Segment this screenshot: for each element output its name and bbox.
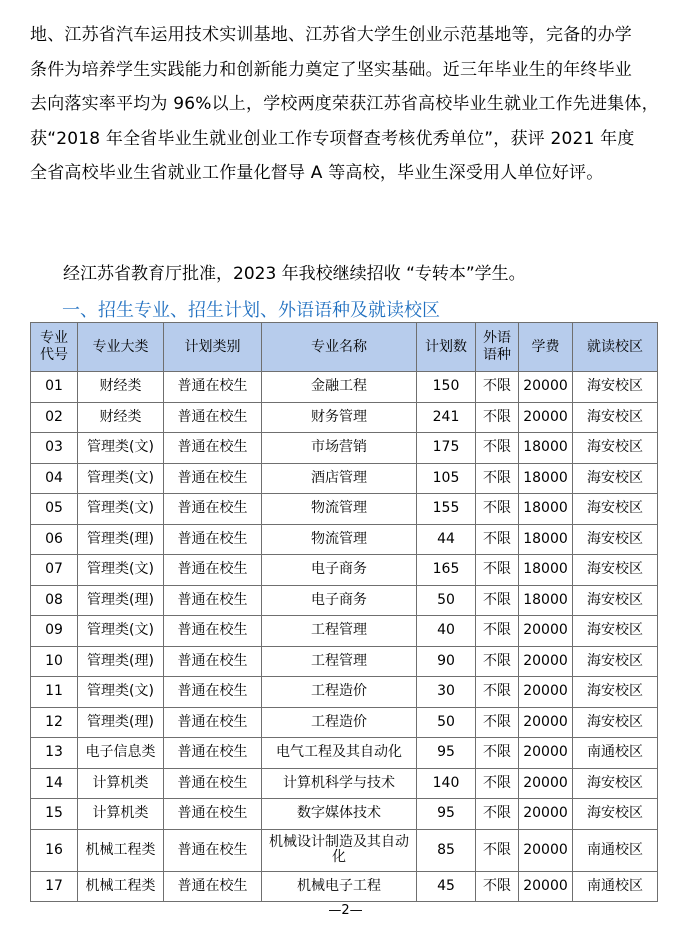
cell-major-name: 财务管理: [262, 402, 417, 433]
cell-campus: 海安校区: [573, 402, 658, 433]
table-row: [31, 585, 658, 616]
cell-campus: 海安校区: [573, 555, 658, 586]
cell-category: 管理类(理): [78, 707, 164, 738]
cell-campus: 海安校区: [573, 616, 658, 647]
cell-code: 09: [31, 616, 78, 647]
cell-plan-type: 普通在校生: [164, 799, 262, 830]
cell-language: 不限: [476, 585, 519, 616]
cell-plan-type: 普通在校生: [164, 616, 262, 647]
page-number: —2—: [328, 903, 363, 918]
cell-tuition: 20000: [519, 707, 573, 738]
cell-plan-count: 30: [417, 677, 476, 708]
table-row: [31, 738, 658, 769]
cell-tuition: 18000: [519, 585, 573, 616]
cell-plan-count: 90: [417, 646, 476, 677]
cell-category: 管理类(文): [78, 494, 164, 525]
cell-tuition: 20000: [519, 646, 573, 677]
cell-tuition: 20000: [519, 616, 573, 647]
cell-tuition: 20000: [519, 738, 573, 769]
cell-plan-type: 普通在校生: [164, 372, 262, 403]
cell-category: 管理类(理): [78, 646, 164, 677]
cell-plan-type: 普通在校生: [164, 677, 262, 708]
cell-plan-count: 155: [417, 494, 476, 525]
cell-plan-count: 140: [417, 768, 476, 799]
cell-plan-type: 普通在校生: [164, 646, 262, 677]
cell-category: 计算机类: [78, 768, 164, 799]
table-row: [31, 646, 658, 677]
header-major-category: 专业大类: [78, 323, 164, 372]
cell-category: 管理类(文): [78, 616, 164, 647]
cell-campus: 海安校区: [573, 799, 658, 830]
cell-language: 不限: [476, 433, 519, 464]
cell-category: 管理类(文): [78, 555, 164, 586]
cell-plan-count: 95: [417, 738, 476, 769]
cell-plan-type: 普通在校生: [164, 871, 262, 902]
cell-category: 计算机类: [78, 799, 164, 830]
paragraph-line: 去向落实率平均为 96%以上，学校两度荣获江苏省高校毕业生就业工作先进集体，: [30, 94, 659, 115]
cell-category: 机械工程类: [78, 871, 164, 902]
cell-campus: 海安校区: [573, 707, 658, 738]
cell-major-name: 金融工程: [262, 372, 417, 403]
cell-plan-type: 普通在校生: [164, 402, 262, 433]
cell-code: 08: [31, 585, 78, 616]
table-row: [31, 677, 658, 708]
cell-campus: 海安校区: [573, 372, 658, 403]
table-row: [31, 616, 658, 647]
cell-major-name: 物流管理: [262, 524, 417, 555]
cell-tuition: 20000: [519, 871, 573, 902]
cell-language: 不限: [476, 463, 519, 494]
cell-major-name: 物流管理: [262, 494, 417, 525]
cell-language: 不限: [476, 646, 519, 677]
table-row: [31, 799, 658, 830]
cell-category: 管理类(理): [78, 524, 164, 555]
cell-code: 13: [31, 738, 78, 769]
cell-campus: 海安校区: [573, 768, 658, 799]
cell-plan-count: 45: [417, 871, 476, 902]
header-text: 外语: [483, 330, 511, 346]
cell-code: 11: [31, 677, 78, 708]
cell-category: 财经类: [78, 372, 164, 403]
paragraph-line: 条件为培养学生实践能力和创新能力奠定了坚实基础。近三年毕业生的年终毕业: [30, 59, 632, 80]
table-header-row: [31, 323, 658, 372]
cell-campus: 海安校区: [573, 494, 658, 525]
header-major-code: [31, 323, 78, 372]
cell-campus: 海安校区: [573, 677, 658, 708]
header-tuition: 学费: [519, 323, 573, 372]
cell-major-name: 数字媒体技术: [262, 799, 417, 830]
cell-plan-type: 普通在校生: [164, 829, 262, 871]
header-campus: 就读校区: [573, 323, 658, 372]
cell-plan-count: 44: [417, 524, 476, 555]
cell-language: 不限: [476, 372, 519, 403]
table-row: [31, 555, 658, 586]
cell-campus: 海安校区: [573, 585, 658, 616]
table-row: [31, 372, 658, 403]
cell-code: 01: [31, 372, 78, 403]
cell-language: 不限: [476, 829, 519, 871]
cell-major-name: 工程造价: [262, 677, 417, 708]
cell-plan-type: 普通在校生: [164, 585, 262, 616]
cell-code: 07: [31, 555, 78, 586]
cell-major-name: 电子商务: [262, 585, 417, 616]
cell-plan-count: 165: [417, 555, 476, 586]
cell-code: 14: [31, 768, 78, 799]
header-text: 专业: [40, 330, 68, 346]
cell-plan-count: 150: [417, 372, 476, 403]
section-heading: 一、招生专业、招生计划、外语语种及就读校区: [62, 300, 440, 321]
cell-tuition: 18000: [519, 555, 573, 586]
cell-category: 机械工程类: [78, 829, 164, 871]
cell-campus: 海安校区: [573, 433, 658, 464]
cell-plan-type: 普通在校生: [164, 707, 262, 738]
cell-language: 不限: [476, 616, 519, 647]
cell-plan-type: 普通在校生: [164, 433, 262, 464]
header-plan-count: 计划数: [417, 323, 476, 372]
cell-plan-count: 95: [417, 799, 476, 830]
table-row: [31, 463, 658, 494]
cell-code: 05: [31, 494, 78, 525]
cell-tuition: 20000: [519, 799, 573, 830]
cell-language: 不限: [476, 677, 519, 708]
cell-tuition: 20000: [519, 768, 573, 799]
cell-plan-type: 普通在校生: [164, 768, 262, 799]
cell-code: 10: [31, 646, 78, 677]
cell-campus: 南通校区: [573, 871, 658, 902]
cell-language: 不限: [476, 524, 519, 555]
cell-code: 17: [31, 871, 78, 902]
table-row: [31, 871, 658, 902]
table-row: [31, 494, 658, 525]
table-row: [31, 829, 658, 871]
cell-tuition: 18000: [519, 433, 573, 464]
cell-tuition: 20000: [519, 677, 573, 708]
cell-language: 不限: [476, 871, 519, 902]
cell-major-name: 工程管理: [262, 646, 417, 677]
cell-language: 不限: [476, 402, 519, 433]
intro-sentence: 经江苏省教育厅批准，2023 年我校继续招收 “专转本”学生。: [63, 264, 526, 284]
table-row: [31, 768, 658, 799]
cell-campus: 海安校区: [573, 524, 658, 555]
table-row: [31, 524, 658, 555]
cell-plan-type: 普通在校生: [164, 524, 262, 555]
cell-plan-count: 241: [417, 402, 476, 433]
paragraph-line: 地、江苏省汽车运用技术实训基地、江苏省大学生创业示范基地等，完备的办学: [30, 25, 632, 45]
cell-tuition: 20000: [519, 402, 573, 433]
cell-major-name: 电气工程及其自动化: [262, 738, 417, 769]
cell-code: 16: [31, 829, 78, 871]
cell-tuition: 20000: [519, 829, 573, 871]
cell-campus: 海安校区: [573, 463, 658, 494]
cell-code: 06: [31, 524, 78, 555]
cell-tuition: 20000: [519, 372, 573, 403]
cell-plan-count: 105: [417, 463, 476, 494]
cell-code: 15: [31, 799, 78, 830]
cell-major-name: 工程管理: [262, 616, 417, 647]
table-row: [31, 707, 658, 738]
cell-code: 02: [31, 402, 78, 433]
cell-campus: 南通校区: [573, 829, 658, 871]
cell-language: 不限: [476, 707, 519, 738]
cell-tuition: 18000: [519, 494, 573, 525]
cell-plan-type: 普通在校生: [164, 494, 262, 525]
cell-language: 不限: [476, 799, 519, 830]
header-major-name: 专业名称: [262, 323, 417, 372]
cell-language: 不限: [476, 555, 519, 586]
cell-category: 管理类(文): [78, 463, 164, 494]
cell-plan-count: 40: [417, 616, 476, 647]
cell-category: 电子信息类: [78, 738, 164, 769]
cell-campus: 南通校区: [573, 738, 658, 769]
paragraph-line: 获“2018 年全省毕业生就业创业工作专项督查考核优秀单位”，获评 2021 年度: [30, 128, 635, 149]
table-row: [31, 433, 658, 464]
cell-plan-count: 50: [417, 707, 476, 738]
cell-major-name: 计算机科学与技术: [262, 768, 417, 799]
table-body: [31, 372, 658, 902]
cell-code: 12: [31, 707, 78, 738]
cell-language: 不限: [476, 738, 519, 769]
header-text: 代号: [40, 347, 68, 363]
cell-code: 04: [31, 463, 78, 494]
cell-code: 03: [31, 433, 78, 464]
cell-plan-type: 普通在校生: [164, 738, 262, 769]
cell-language: 不限: [476, 768, 519, 799]
cell-language: 不限: [476, 494, 519, 525]
header-text: 语种: [483, 347, 511, 363]
cell-tuition: 18000: [519, 463, 573, 494]
cell-major-name: 市场营销: [262, 433, 417, 464]
cell-plan-count: 175: [417, 433, 476, 464]
header-plan-type: 计划类别: [164, 323, 262, 372]
cell-major-name: 酒店管理: [262, 463, 417, 494]
enrollment-plan-table: [30, 322, 658, 902]
cell-campus: 海安校区: [573, 646, 658, 677]
table-row: [31, 402, 658, 433]
cell-plan-count: 50: [417, 585, 476, 616]
body-paragraph: [30, 18, 670, 191]
cell-category: 管理类(文): [78, 433, 164, 464]
cell-major-name: 机械电子工程: [262, 871, 417, 902]
cell-plan-type: 普通在校生: [164, 555, 262, 586]
paragraph-line: 全省高校毕业生省就业工作量化督导 A 等高校，毕业生深受用人单位好评。: [30, 163, 604, 184]
cell-category: 管理类(理): [78, 585, 164, 616]
cell-plan-type: 普通在校生: [164, 463, 262, 494]
cell-category: 管理类(文): [78, 677, 164, 708]
cell-plan-count: 85: [417, 829, 476, 871]
cell-major-name: 机械设计制造及其自动化: [262, 829, 417, 871]
header-foreign-language: [476, 323, 519, 372]
cell-major-name: 电子商务: [262, 555, 417, 586]
cell-major-name: 工程造价: [262, 707, 417, 738]
cell-category: 财经类: [78, 402, 164, 433]
cell-tuition: 18000: [519, 524, 573, 555]
